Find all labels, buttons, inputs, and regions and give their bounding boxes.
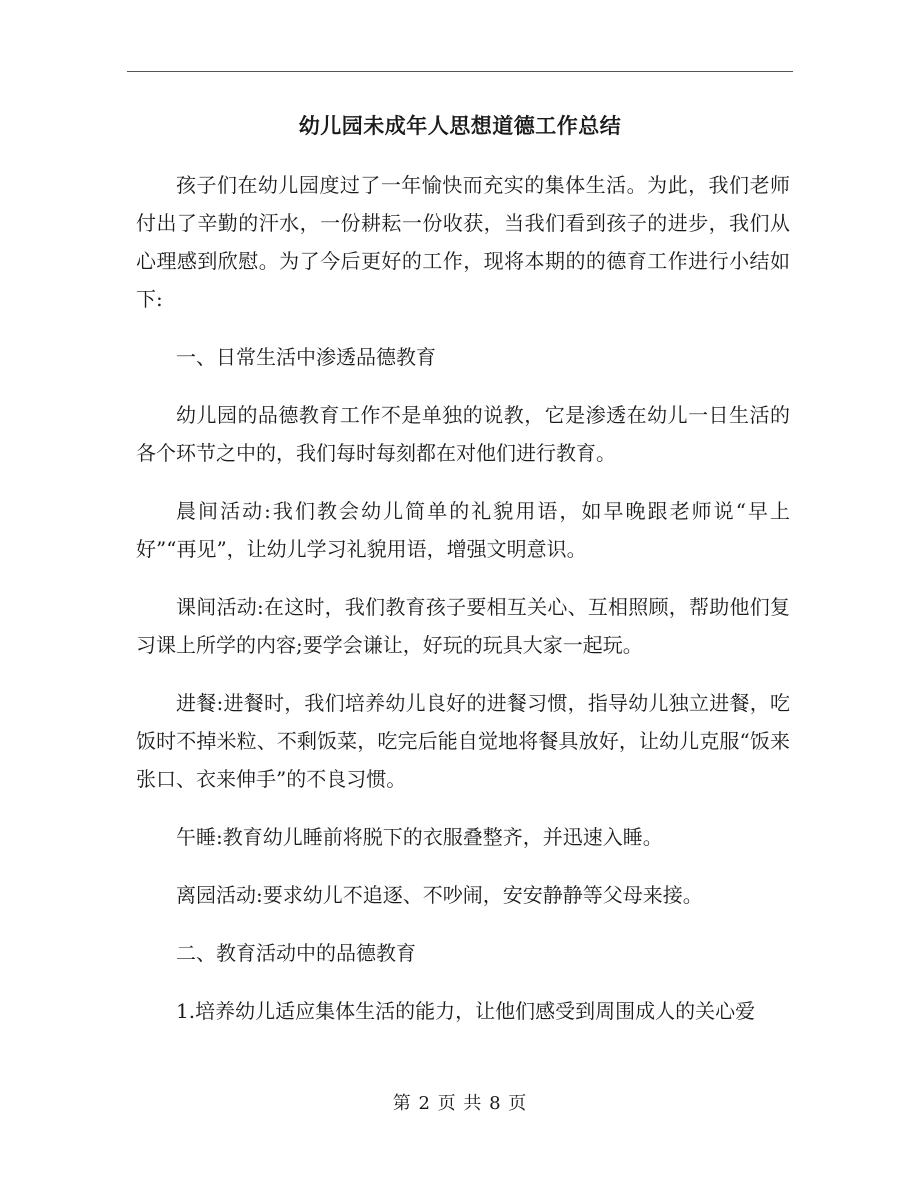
section-heading-2: 二、教育活动中的品德教育 [176, 941, 416, 965]
paragraph-departure: 离园活动:要求幼儿不追逐、不吵闹，安安静静等父母来接。 [176, 883, 703, 907]
paragraph-nap: 午睡:教育幼儿睡前将脱下的衣服叠整齐，并迅速入睡。 [176, 825, 663, 849]
header-rule [127, 71, 793, 72]
document-title: 幼儿园未成年人思想道德工作总结 [298, 114, 622, 138]
section-heading-1: 一、日常生活中渗透品德教育 [176, 345, 436, 369]
paragraph-break-activity: 课间活动:在这时，我们教育孩子要相互关心、互相照顾，帮助他们复习课上所学的内容;要学会谦让，好玩的玩具大家一起玩。 [136, 595, 790, 657]
paragraph-meals: 进餐:进餐时，我们培养幼儿良好的进餐习惯，指导幼儿独立进餐，吃饭时不掉米粒、不剩饭菜，吃完后能自觉地将餐具放好，让幼儿克服“饭来张口、衣来伸手”的不良习惯。 [136, 691, 790, 791]
paragraph-moral-education: 幼儿园的品德教育工作不是单独的说教，它是渗透在幼儿一日生活的各个环节之中的，我们每时每刻都在对他们进行教育。 [136, 403, 790, 465]
intro-paragraph: 孩子们在幼儿园度过了一年愉快而充实的集体生活。为此，我们老师付出了辛勤的汗水，一份耕耘一份收获，当我们看到孩子的进步，我们从心理感到欣慰。为了今后更好的工作，现将本期的的德育工作进行小结如下: [136, 173, 790, 311]
paragraph-collective-life: 1.培养幼儿适应集体生活的能力，让他们感受到周围成人的关心爱 [176, 999, 756, 1023]
page-number: 第 2 页 共 8 页 [392, 1093, 528, 1114]
document-body [136, 166, 790, 1050]
paragraph-morning-activity: 晨间活动:我们教会幼儿简单的礼貌用语，如早晚跟老师说“早上好”“再见”，让幼儿学习礼貌用语，增强文明意识。 [136, 499, 790, 561]
